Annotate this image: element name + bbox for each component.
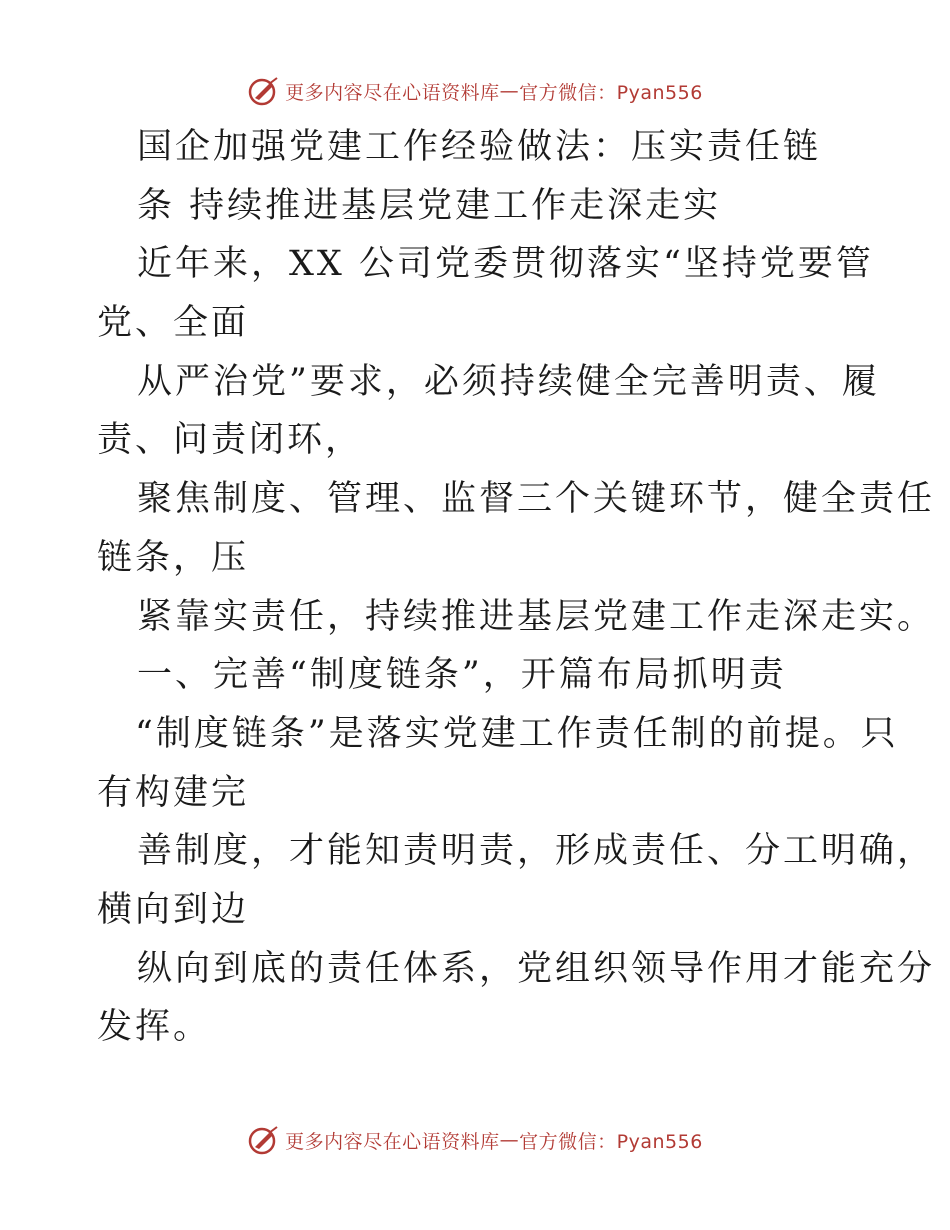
paragraph-line: 有构建完 [97, 772, 250, 813]
document-body [97, 118, 936, 1057]
paragraph-line: 善制度，才能知责明责，形成责任、分工明确， [137, 831, 936, 872]
paragraph-line: 从严治党”要求，必须持续健全完善明责、履 [137, 361, 880, 402]
watermark-wechat: 官方微信：Pyan556 [519, 1130, 703, 1153]
watermark-wechat: 官方微信：Pyan556 [519, 81, 703, 104]
footer-watermark [0, 1125, 950, 1155]
paragraph-line: 横向到边 [97, 889, 250, 930]
paragraph-line: 聚焦制度、管理、监督三个关键环节，健全责任 [137, 479, 936, 520]
watermark-separator: — [499, 80, 520, 102]
paragraph-line: 党、全面 [97, 303, 250, 344]
pen-logo-icon [247, 76, 281, 106]
header-watermark [0, 76, 950, 106]
paragraph-line: “制度链条”是落实党建工作责任制的前提。只 [135, 713, 899, 754]
paragraph-line: 紧靠实责任，持续推进基层党建工作走深走实。 [137, 596, 936, 637]
watermark-text: 更多内容尽在心语资料库 [285, 81, 500, 104]
paragraph-line: 发挥。 [97, 1007, 212, 1048]
title-line-1: 国企加强党建工作经验做法：压实责任链 [137, 127, 822, 167]
section-heading: 一、完善“制度链条”，开篇布局抓明责 [137, 655, 787, 696]
watermark-separator: — [499, 1129, 520, 1151]
paragraph-line: 近年来，XX 公司党委贯彻落实“坚持党要管 [137, 244, 874, 285]
pen-logo-icon [247, 1125, 281, 1155]
paragraph-line: 责、问责闭环， [97, 420, 364, 461]
paragraph-line: 纵向到底的责任体系，党组织领导作用才能充分 [137, 948, 936, 989]
watermark-text: 更多内容尽在心语资料库 [285, 1130, 500, 1153]
paragraph-line: 链条，压 [97, 537, 250, 578]
title-line-2: 条 持续推进基层党建工作走深走实 [137, 185, 722, 226]
